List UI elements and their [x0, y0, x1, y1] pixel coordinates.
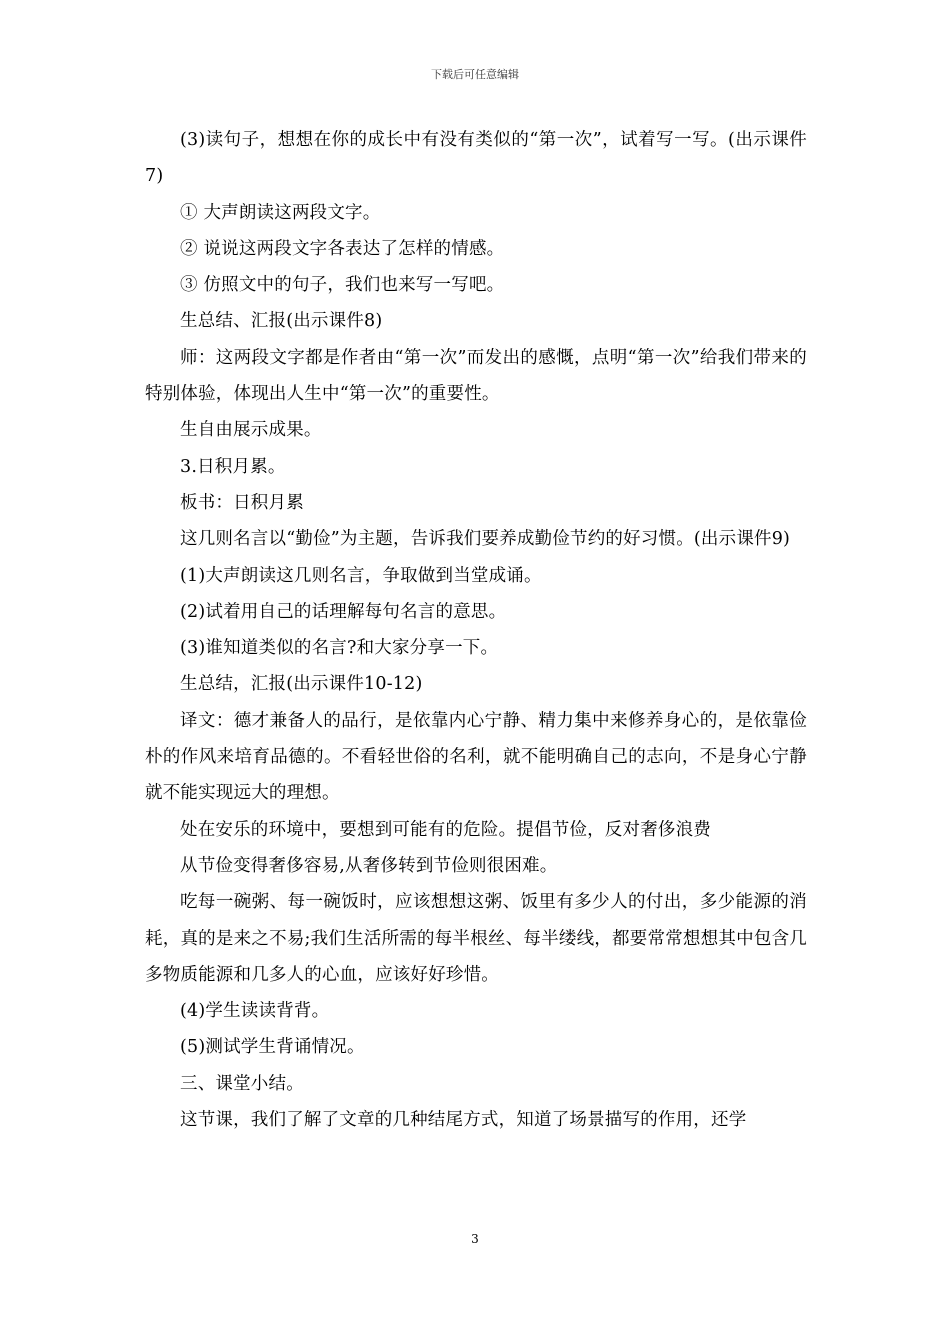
paragraph: (5)测试学生背诵情况。 [180, 1037, 365, 1058]
paragraph: ② 说说这两段文字各表达了怎样的情感。 [180, 238, 505, 259]
paragraph: 这几则名言以“勤俭”为主题，告诉我们要养成勤俭节约的好习惯。(出示课件9) [180, 529, 791, 550]
paragraph: 生自由展示成果。 [180, 420, 322, 441]
paragraph: 三、课堂小结。 [180, 1073, 304, 1094]
paragraph: (2)试着用自己的话理解每句名言的意思。 [180, 601, 507, 622]
page-number: 3 [471, 1232, 479, 1246]
page-header: 下载后可任意编辑 [431, 68, 519, 81]
paragraph: 从节俭变得奢侈容易,从奢侈转到节俭则很困难。 [180, 855, 558, 876]
paragraph: ③ 仿照文中的句子，我们也来写一写吧。 [180, 275, 505, 296]
paragraph: (3)谁知道类似的名言?和大家分享一下。 [180, 638, 499, 659]
paragraph: 译文：德才兼备人的品行，是依靠内心宁静、精力集中来修养身心的，是依靠俭朴的作风来培育品德的。不看轻世俗的名利，就不能明确自己的志向，不是身心宁静就不能实现远大的理想。 [145, 710, 807, 804]
paragraph: 吃每一碗粥、每一碗饭时，应该想想这粥、饭里有多少人的付出，多少能源的消耗，真的是来之不易;我们生活所需的每半根丝、每半缕线，都要常常想想其中包含几多物质能源和几多人的心血，应该好好珍惜。 [145, 892, 807, 985]
paragraph: ① 大声朗读这两段文字。 [180, 202, 381, 223]
document-body [145, 122, 807, 1138]
paragraph: (1)大声朗读这几则名言，争取做到当堂成诵。 [180, 565, 542, 586]
paragraph: (3)读句子，想想在你的成长中有没有类似的“第一次”，试着写一写。(出示课件7) [145, 130, 807, 187]
paragraph: 生总结、汇报(出示课件8) [180, 311, 383, 332]
paragraph: 这节课，我们了解了文章的几种结尾方式，知道了场景描写的作用，还学 [180, 1110, 747, 1131]
paragraph: 师：这两段文字都是作者由“第一次”而发出的感慨，点明“第一次”给我们带来的特别体验，体现出人生中“第一次”的重要性。 [145, 347, 807, 405]
paragraph: 生总结，汇报(出示课件10-12) [180, 674, 423, 695]
paragraph: 处在安乐的环境中，要想到可能有的危险。提倡节俭，反对奢侈浪费 [180, 819, 711, 840]
paragraph: 板书：日积月累 [180, 492, 304, 513]
paragraph: (4)学生读读背背。 [180, 1001, 330, 1022]
paragraph: 3.日积月累。 [180, 456, 286, 477]
